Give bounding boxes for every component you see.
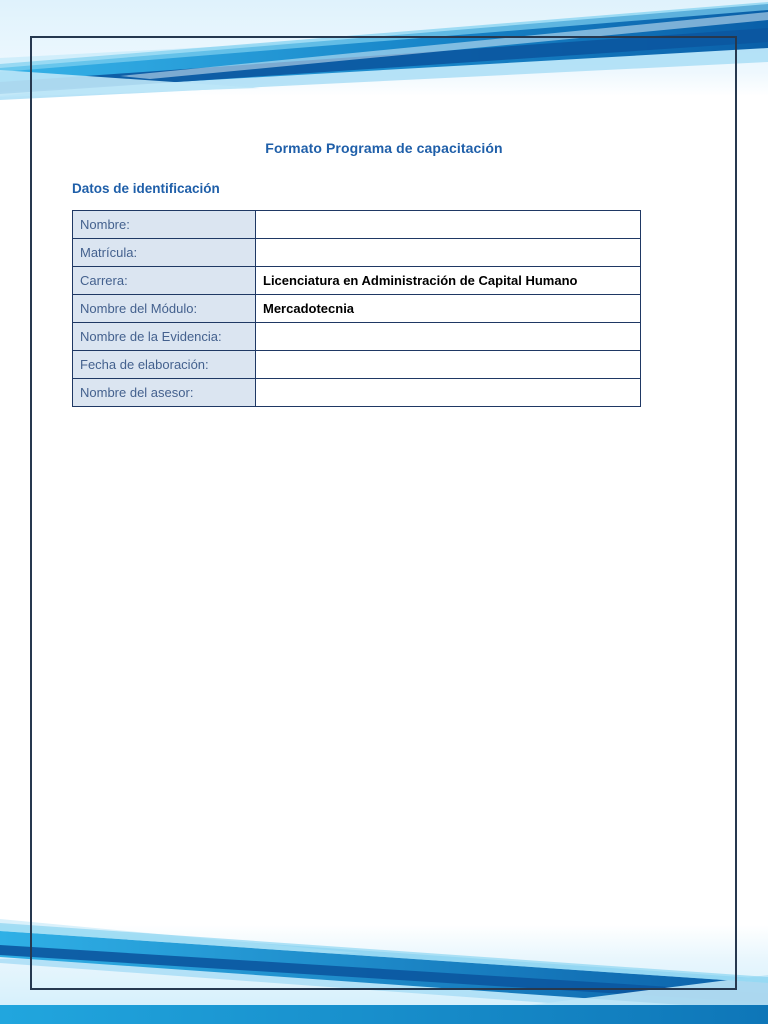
section-heading-datos-identificacion: Datos de identificación [72,181,220,196]
row-value [256,211,641,239]
table-row-fecha-de-elaboracion [73,351,641,379]
row-label: Carrera: [73,267,256,295]
bottom-decoration-swoosh [0,919,768,1024]
row-label: Nombre del asesor: [73,379,256,407]
row-label: Matrícula: [73,239,256,267]
row-value [256,239,641,267]
table-row-nombre [73,211,641,239]
row-label: Nombre: [73,211,256,239]
document-content [0,0,768,407]
row-value [256,351,641,379]
table-row-matricula [73,239,641,267]
table-row-nombre-de-la-evidencia [73,323,641,351]
row-value [256,323,641,351]
row-label: Nombre de la Evidencia: [73,323,256,351]
identification-table [72,210,641,407]
table-row-nombre-del-modulo [73,295,641,323]
table-row-carrera [73,267,641,295]
table-row-nombre-del-asesor [73,379,641,407]
row-value: Licenciatura en Administración de Capital Humano [256,267,641,295]
row-label: Fecha de elaboración: [73,351,256,379]
row-value: Mercadotecnia [256,295,641,323]
document-title: Formato Programa de capacitación [265,140,503,156]
row-label: Nombre del Módulo: [73,295,256,323]
row-value [256,379,641,407]
